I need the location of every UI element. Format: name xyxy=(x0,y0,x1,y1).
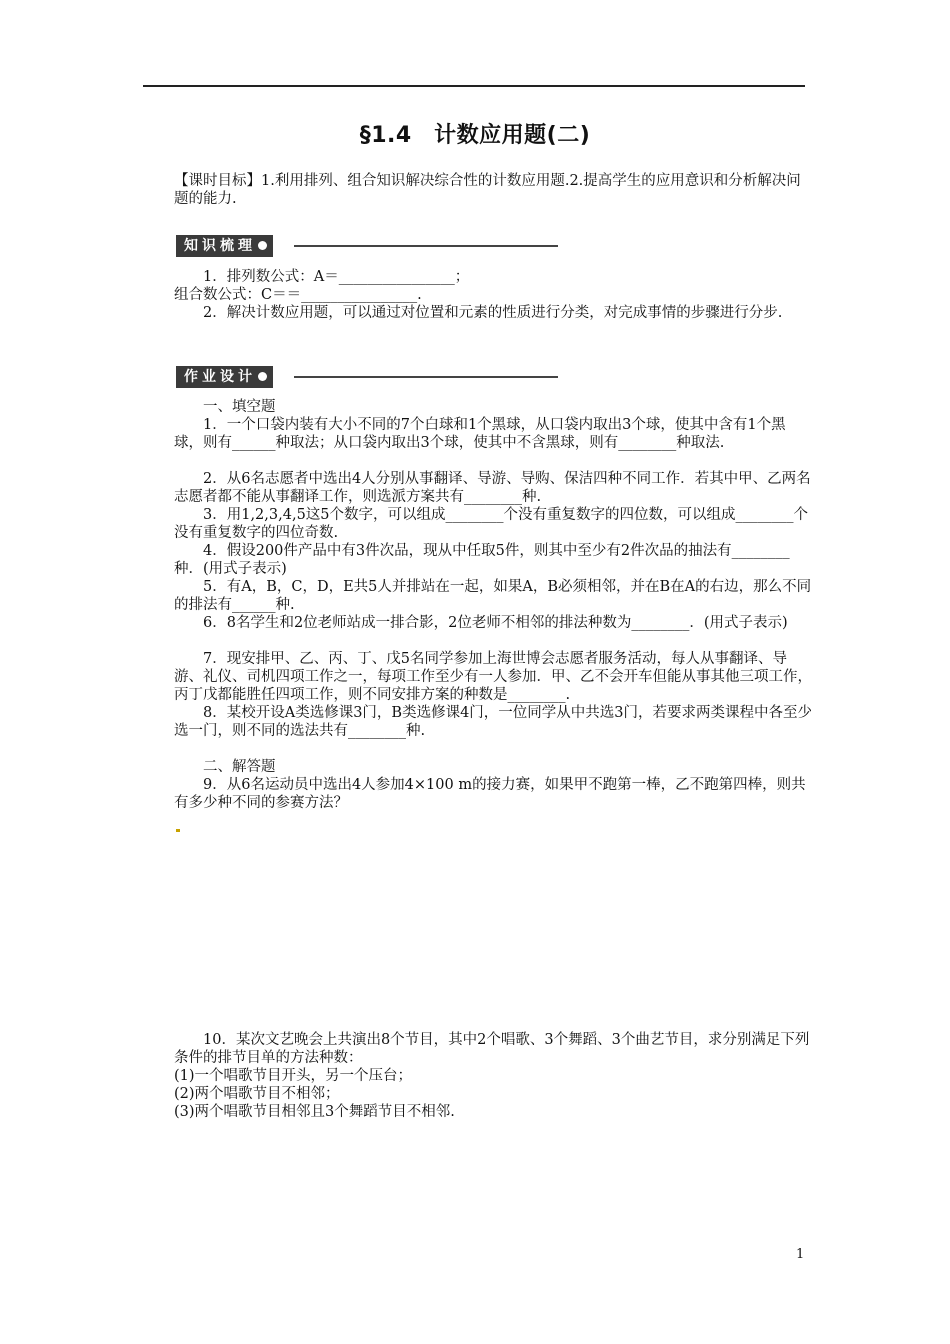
section-title: 作业设计 xyxy=(184,369,256,385)
answer-heading: 二、解答题 xyxy=(203,759,276,775)
formula-combination: 组合数公式：C＝＝________________. xyxy=(174,287,422,303)
lesson-objective: 【课时目标】1.利用排列、组合知识解决综合性的计数应用题.2.提高学生的应用意识和分析解决问题的能力. xyxy=(174,173,801,207)
section-label-box xyxy=(176,366,273,388)
section-label-box xyxy=(176,235,273,257)
fill-blank-heading: 一、填空题 xyxy=(203,399,276,415)
question-5: 5．有A，B，C，D，E共5人并排站在一起，如果A，B必须相邻，并在B在A的右边，那么不同的排法有______种. xyxy=(174,579,812,613)
page-title: §1.4 计数应用题(二) xyxy=(359,123,591,148)
section-header-homework xyxy=(176,366,558,390)
question-8: 8．某校开设A类选修课3门，B类选修课4门，一位同学从中共选3门，若要求两类课程中各至少选一门，则不同的选法共有________种. xyxy=(174,705,813,739)
question-7: 7．现安排甲、乙、丙、丁、戊5名同学参加上海世博会志愿者服务活动，每人从事翻译、导游、礼仪、司机四项工作之一，每项工作至少有一人参加．甲、乙不会开车但能从事其他三项工作，丙丁戊都能胜任四项工作，则不同安排方案的种数是________. xyxy=(174,651,812,703)
question-6: 6．8名学生和2位老师站成一排合影，2位老师不相邻的排法种数为________．(用式子表示) xyxy=(203,615,788,631)
question-10-part-3: (3)两个唱歌节目相邻且3个舞蹈节目不相邻. xyxy=(174,1104,455,1120)
section-rule xyxy=(294,376,558,378)
counting-method-note: 2．解决计数应用题，可以通过对位置和元素的性质进行分类，对完成事情的步骤进行分步. xyxy=(203,305,783,321)
question-4: 4．假设200件产品中有3件次品，现从中任取5件，则其中至少有2件次品的抽法有________种．(用式子表示) xyxy=(174,543,790,577)
question-10: 10．某次文艺晚会上共演出8个节目，其中2个唱歌、3个舞蹈、3个曲艺节目，求分别满足下列条件的排节目单的方法种数： xyxy=(174,1032,810,1066)
question-2: 2．从6名志愿者中选出4人分别从事翻译、导游、导购、保洁四种不同工作．若其中甲、乙两名志愿者都不能从事翻译工作，则选派方案共有________种. xyxy=(174,471,811,505)
question-1: 1．一个口袋内装有大小不同的7个白球和1个黑球，从口袋内取出3个球，使其中含有1个黑球，则有______种取法；从口袋内取出3个球，使其中不含黑球，则有________种取法. xyxy=(174,417,786,451)
stray-mark xyxy=(176,829,180,832)
bullet-dot-icon xyxy=(258,241,267,250)
top-rule xyxy=(143,85,805,87)
question-3: 3．用1,2,3,4,5这5个数字，可以组成________个没有重复数字的四位数，可以组成________个没有重复数字的四位奇数. xyxy=(174,507,809,541)
question-10-part-1: (1)一个唱歌节目开头，另一个压台； xyxy=(174,1068,413,1084)
bullet-dot-icon xyxy=(258,372,267,381)
section-rule xyxy=(294,245,558,247)
section-title: 知识梳理 xyxy=(184,238,256,254)
question-10-part-2: (2)两个唱歌节目不相邻； xyxy=(174,1086,340,1102)
section-header-knowledge xyxy=(176,235,558,259)
formula-permutation: 1．排列数公式：A＝________________； xyxy=(203,269,470,285)
page-number: 1 xyxy=(796,1247,805,1262)
question-9: 9．从6名运动员中选出4人参加4×100 m的接力赛，如果甲不跑第一棒，乙不跑第四棒，则共有多少种不同的参赛方法？ xyxy=(174,777,806,811)
